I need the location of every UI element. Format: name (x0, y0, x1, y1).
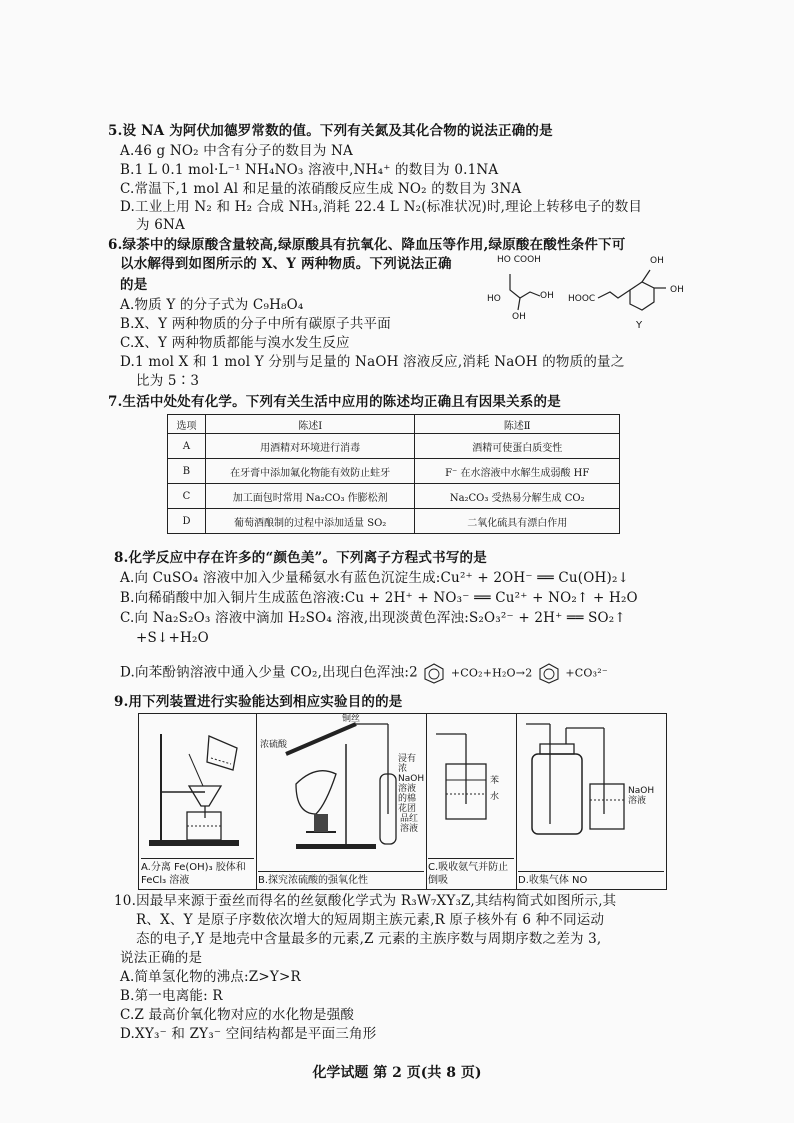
panel-b-caption: B.探究浓硫酸的强氧化性 (258, 871, 424, 887)
apparatus-panel-d: NaOH溶液 D.收集气体 NO (516, 714, 666, 889)
q6-option-b: B.X、Y 两种物质的分子中所有碳原子共平面 (120, 316, 391, 332)
q6-option-c: C.X、Y 两种物质都能与溴水发生反应 (120, 335, 350, 351)
ammonia-absorption-setup-icon (426, 714, 516, 854)
q10-stem-cont2: 态的电子,Y 是地壳中含量最多的元素,Z 元素的主族序数与周期序数之差为 3, (136, 931, 602, 947)
table-row: A 用酒精对环境进行消毒 酒精可使蛋白质变性 (168, 434, 620, 459)
q9-stem: 9.用下列装置进行实验能达到相应实验目的的是 (114, 694, 403, 710)
q6-stem: 6.绿茶中的绿原酸含量较高,绿原酸具有抗氧化、降血压等作用,绿原酸在酸性条件下可 (108, 237, 626, 253)
q8-option-b: B.向稀硝酸中加入铜片生成蓝色溶液:Cu + 2H⁺ + NO₃⁻ ══ Cu²⁺ + NO₂↑ + H₂O (120, 590, 638, 606)
panel-c-caption: C.吸收氨气并防止倒吸 (428, 858, 514, 887)
q7-table (167, 414, 620, 534)
table-row: D 葡萄酒酿制的过程中添加适量 SO₂ 二氧化硫具有漂白作用 (168, 509, 620, 534)
q9-apparatus-figure (138, 713, 667, 890)
q8-option-a: A.向 CuSO₄ 溶液中加入少量稀氨水有蓝色沉淀生成:Cu²⁺ + 2OH⁻ ══ Cu(OH)₂↓ (120, 570, 630, 586)
q10-stem-cont3: 说法正确的是 (120, 950, 203, 966)
q5-option-b: B.1 L 0.1 mol·L⁻¹ NH₄NO₃ 溶液中,NH₄⁺ 的数目为 0.1NA (120, 162, 499, 178)
gas-collection-setup-icon (516, 714, 666, 854)
q5-option-d-cont: 为 6NA (136, 217, 185, 233)
q10-stem: 10.因最早来源于蚕丝而得名的丝氨酸化学式为 R₃W₇XY₃Z,其结构简式如图所示,其 (114, 893, 617, 909)
q6-stem-cont2: 的是 (120, 277, 148, 293)
table-row: B 在牙膏中添加氟化物能有效防止蛀牙 F⁻ 在水溶液中水解生成弱酸 HF (168, 459, 620, 484)
q10-stem-cont: R、X、Y 是原子序数依次增大的短周期主族元素,R 原子核外有 6 种不同运动 (136, 912, 605, 928)
q8-option-c: C.向 Na₂S₂O₃ 溶液中滴加 H₂SO₄ 溶液,出现淡黄色浑浊:S₂O₃²⁻ + 2H⁺ ══ SO₂↑ (120, 610, 626, 626)
molecule-y-ring (596, 264, 676, 316)
q5-option-a: A.46 g NO₂ 中含有分子的数目为 NA (120, 143, 353, 159)
q10-option-c: C.Z 最高价氧化物对应的水化物是强酸 (120, 1007, 355, 1023)
apparatus-panel-a (139, 714, 257, 889)
q10-option-d: D.XY₃⁻ 和 ZY₃⁻ 空间结构都是平面三角形 (120, 1026, 377, 1042)
benzene-ring-icon (422, 662, 446, 684)
q5-option-d: D.工业上用 N₂ 和 H₂ 合成 NH₃,消耗 22.4 L N₂(标准状况)时,理论上转移电子的数目 (120, 199, 643, 215)
apparatus-panel-c: 苯 水 C.吸收氨气并防止倒吸 (426, 714, 517, 889)
q6-option-d-cont: 比为 5∶3 (136, 373, 200, 389)
apparatus-panel-b: 铜丝 浓硫酸 浸有浓NaOH溶液的棉花团 品红溶液 B.探究浓硫酸的强氧化性 (256, 714, 427, 889)
q10-option-a: A.简单氢化物的沸点:Z>Y>R (120, 969, 301, 985)
q8-stem: 8.化学反应中存在许多的“颜色美”。下列离子方程式书写的是 (114, 550, 487, 566)
panel-d-caption: D.收集气体 NO (518, 871, 664, 887)
q8-option-d: D.向苯酚钠溶液中通入少量 CO₂,出现白色浑浊:2 +CO₂+H₂O→2 +CO₃²⁻ (120, 662, 608, 684)
q6-option-d: D.1 mol X 和 1 mol Y 分别与足量的 NaOH 溶液反应,消耗 NaOH 的物质的量之 (120, 354, 625, 370)
q5-stem: 5.设 NA 为阿伏加德罗常数的值。下列有关氮及其化合物的说法正确的是 (108, 123, 553, 139)
filtration-setup-icon (139, 714, 256, 854)
q7-stem: 7.生活中处处有化学。下列有关生活中应用的陈述均正确且有因果关系的是 (108, 394, 561, 410)
molecule-x-skeleton (500, 266, 550, 316)
panel-a-caption: A.分离 Fe(OH)₃ 胶体和 FeCl₃ 溶液 (141, 858, 254, 887)
q8-option-c-cont: +S↓+H₂O (136, 630, 209, 646)
q10-option-b: B.第一电离能: R (120, 988, 223, 1004)
q6-option-a: A.物质 Y 的分子式为 C₉H₈O₄ (120, 297, 304, 313)
q5-option-c: C.常温下,1 mol Al 和足量的浓硝酸反应生成 NO₂ 的数目为 3NA (120, 181, 522, 197)
q7-table-header: 选项 陈述Ⅰ 陈述Ⅱ (168, 415, 620, 434)
table-row: C 加工面包时常用 Na₂CO₃ 作膨松剂 Na₂CO₃ 受热易分解生成 CO₂ (168, 484, 620, 509)
benzene-ring-icon (537, 662, 561, 684)
page-footer: 化学试题 第 2 页(共 8 页) (312, 1065, 482, 1081)
q6-stem-cont: 以水解得到如图所示的 X、Y 两种物质。下列说法正确 (120, 256, 452, 272)
